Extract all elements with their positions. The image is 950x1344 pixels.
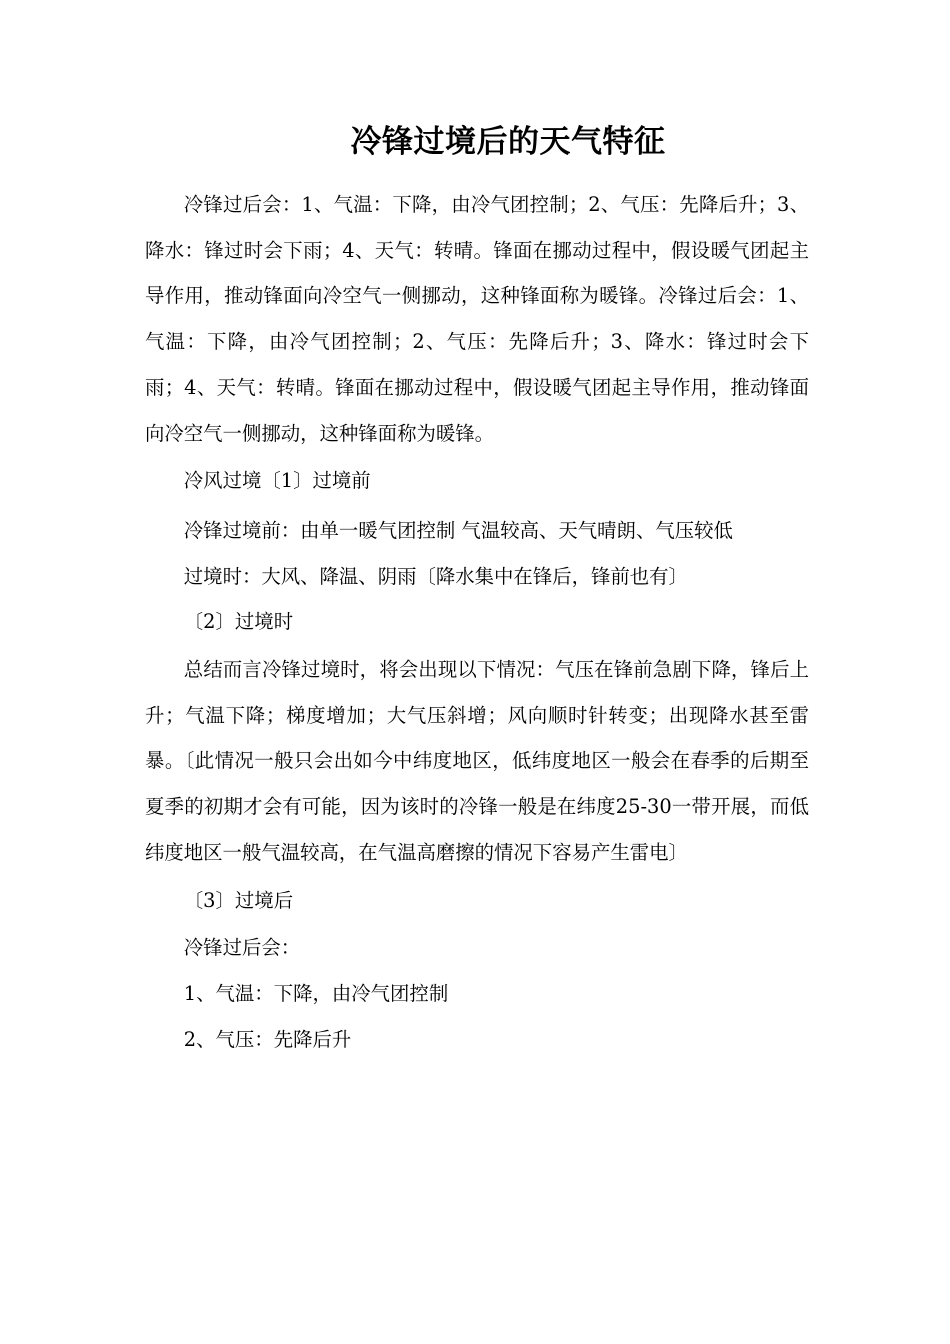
document-title: 冷锋过境后的天气特征: [350, 124, 666, 160]
paragraph-after-intro: 冷锋过后会：: [183, 936, 301, 960]
paragraph-before-front: 冷锋过境前：由单一暖气团控制 气温较高、天气晴朗、气压较低: [183, 518, 733, 542]
paragraph-after-temperature: 1、气温：下降，由冷气团控制: [183, 981, 449, 1005]
paragraph-after-pressure: 2、气压：先降后升: [183, 1027, 352, 1051]
paragraph-heading-during: 〔2〕过境时: [183, 610, 294, 634]
paragraph-passing: 过境时：大风、降温、阴雨〔降水集中在锋后，锋前也有〕: [183, 564, 688, 588]
paragraph-heading-before: 冷风过境〔1〕过境前: [183, 469, 371, 493]
paragraph-summary: 冷锋过后会：1、气温：下降，由冷气团控制；2、气压：先降后升；3、降水：锋过时会下雨；4、天气：转晴。锋面在挪动过程中，假设暖气团起主导作用，推动锋面向冷空气一侧挪动，这种锋面称为暖锋。冷锋过后会：1、气温：下降，由冷气团控制；2、气压：先降后升；3、降水：锋过时会下雨；4、天气：转晴。锋面在挪动过程中，假设暖气团起主导作用，推动锋面向冷空气一侧挪动，这种锋面称为暖锋。: [145, 193, 809, 445]
paragraph-during-front: 总结而言冷锋过境时，将会出现以下情况：气压在锋前急剧下降，锋后上升；气温下降；梯度增加；大气压斜增；风向顺时针转变；出现降水甚至雷暴。〔此情况一般只会出如今中纬度地区，低纬度地区一般会在春季的后期至夏季的初期才会有可能，因为该时的冷锋一般是在纬度25-30一带开展，而低纬度地区一般气温较高，在气温高磨擦的情况下容易产生雷电〕: [145, 658, 809, 864]
paragraph-heading-after: 〔3〕过境后: [183, 888, 294, 912]
document-body: [145, 182, 809, 1062]
